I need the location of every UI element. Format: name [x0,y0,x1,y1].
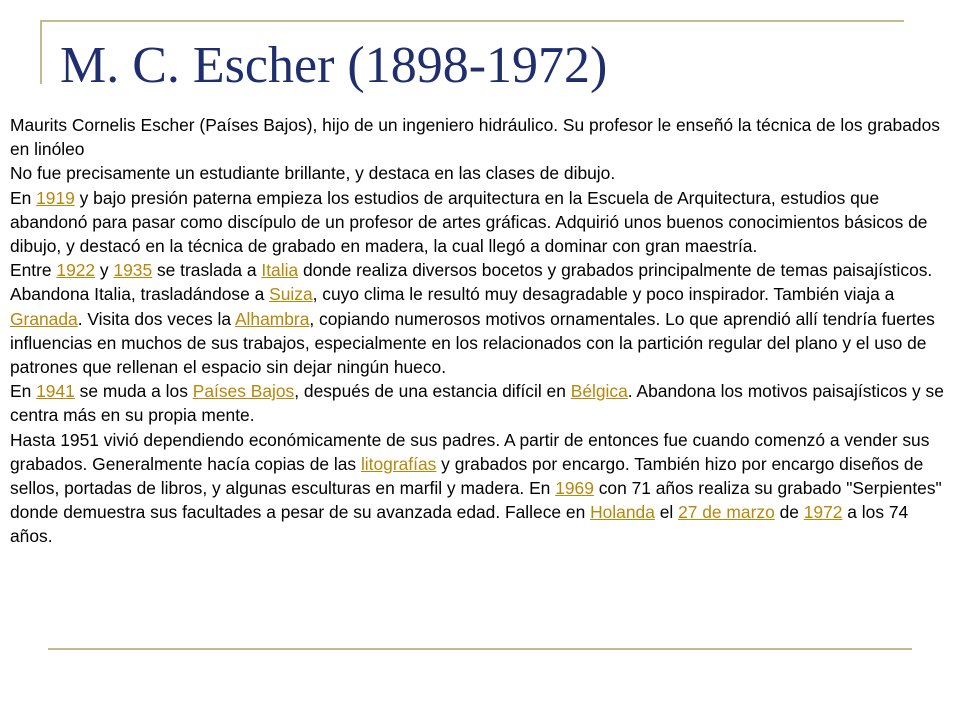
inline-link[interactable]: 1969 [555,478,594,499]
paragraph-text: se traslada a [152,260,262,281]
paragraph-text: , después de una estancia difícil en [294,381,571,402]
paragraph [10,379,954,427]
inline-link[interactable]: 1972 [803,502,843,523]
paragraph [10,161,954,185]
paragraph-text: a los 74 años. [10,502,909,547]
paragraph-text: Hasta 1951 vivió dependiendo económicamente de sus padres. A partir de entonces fue cuando comenzó a vender sus grabados. Generalmente hacía copias de las [10,429,930,474]
frame-left-rule [40,20,42,84]
inline-link[interactable]: 1941 [36,381,75,402]
inline-link[interactable]: 27 de marzo [678,502,775,523]
paragraph-text: No fue precisamente un estudiante brillante, y destaca en las clases de dibujo. [10,163,616,184]
paragraph [10,258,954,379]
paragraph-text: Entre [10,260,57,281]
inline-link[interactable]: Granada [10,308,78,329]
paragraph-text: el [654,502,679,523]
paragraph-text: se muda a los [74,381,193,402]
inline-link[interactable]: Holanda [590,502,655,523]
paragraph [10,428,954,549]
inline-link[interactable]: 1935 [113,260,153,281]
bottom-rule [48,648,912,650]
paragraph-text: y [95,260,114,281]
paragraph-text: de [774,502,804,523]
page-title: M. C. Escher (1898-1972) [60,37,608,94]
paragraph-text: . Abandona los motivos paisajísticos y se centra más en su propia mente. [10,381,944,426]
inline-link[interactable]: 1922 [56,260,96,281]
paragraph-text: , copiando numerosos motivos ornamentales. Lo que aprendió allí tendría fuertes influencias en muchos de sus trabajos, especialmente en los relacionados con la partición regular del plano y el uso de patrones que rellenan el espacio sin dejar ningún hueco. [10,308,935,378]
paragraph-text: En [10,187,37,208]
inline-link[interactable]: Países Bajos [192,381,295,402]
paragraph [10,186,954,259]
inline-link[interactable]: Suiza [269,284,313,305]
inline-link[interactable]: Alhambra [234,308,310,329]
paragraph-text: con 71 años realiza su grabado "Serpientes" donde demuestra sus facultades a pesar de su avanzada edad. Fallece en [10,478,942,523]
paragraph [10,113,954,161]
paragraph-text: donde realiza diversos bocetos y grabados principalmente de temas paisajísticos. Abandona Italia, trasladándose a [10,260,933,305]
inline-link[interactable]: Bélgica [570,381,628,402]
paragraph-text: . Visita dos veces la [77,308,235,329]
paragraph-text: y bajo presión paterna empieza los estudios de arquitectura en la Escuela de Arquitectura, estudios que abandonó para pasar como discípulo de un profesor de artes gráficas. Adquirió unos buenos conocimientos básicos de dibujo, y destacó en la técnica de grabado en madera, la cual llegó a dominar con gran maestría. [10,187,928,257]
inline-link[interactable]: 1919 [36,187,75,208]
paragraph-text: En [10,381,37,402]
paragraph-text: Maurits Cornelis Escher (Países Bajos), hijo de un ingeniero hidráulico. Su profesor le enseñó la técnica de los grabados en linóleo [10,115,940,160]
inline-link[interactable]: Italia [261,260,299,281]
frame-top-rule [40,20,904,22]
paragraph-text: , cuyo clima le resultó muy desagradable y poco inspirador. También viaja a [312,284,895,305]
paragraph-text: y grabados por encargo. También hizo por encargo diseños de sellos, portadas de libros, y algunas esculturas en marfil y madera. En [10,453,924,499]
biography-text [10,113,954,549]
inline-link[interactable]: litografías [360,453,437,474]
